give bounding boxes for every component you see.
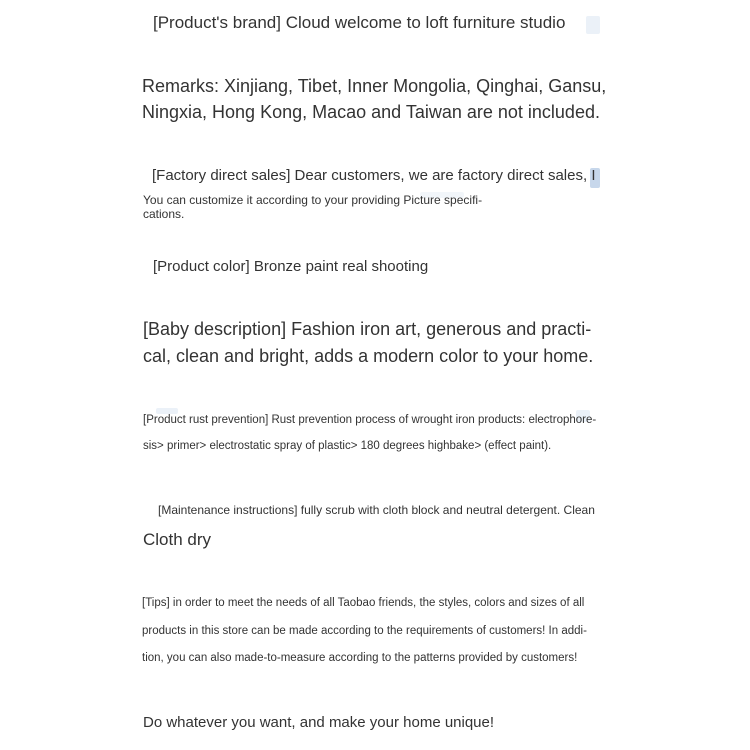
maintenance-line-1: [Maintenance instructions] fully scrub with cloth block and neutral detergent. Clean bbox=[158, 503, 595, 517]
scan-smudge bbox=[586, 16, 600, 34]
color-line: [Product color] Bronze paint real shooting bbox=[153, 258, 429, 275]
remarks-line-2: Ningxia, Hong Kong, Macao and Taiwan are not included. bbox=[142, 102, 600, 122]
baby-description-line-2: cal, clean and bright, adds a modern color to your home. bbox=[143, 346, 594, 366]
maintenance-line-2: Cloth dry bbox=[143, 530, 212, 549]
factory-line-3: cations. bbox=[143, 207, 185, 221]
tips-line-2: products in this store can be made according to the requirements of customers! In addi- bbox=[142, 625, 587, 637]
factory-line-1: [Factory direct sales] Dear customers, we are factory direct sales, I bbox=[152, 167, 596, 184]
rust-prevention-line-2: sis> primer> electrostatic spray of plastic> 180 degrees highbake> (effect paint). bbox=[143, 440, 552, 452]
tips-line-3: tion, you can also made-to-measure according to the patterns provided by customers! bbox=[142, 652, 578, 664]
brand-line: [Product's brand] Cloud welcome to loft furniture studio bbox=[153, 13, 566, 32]
factory-line-2: You can customize it according to your providing Picture specifi- bbox=[143, 193, 483, 207]
closing-line: Do whatever you want, and make your home unique! bbox=[143, 714, 495, 731]
baby-description-line-1: [Baby description] Fashion iron art, generous and practi- bbox=[143, 319, 592, 339]
rust-prevention-line-1: [Product rust prevention] Rust prevention process of wrought iron products: electrophore- bbox=[143, 414, 597, 426]
tips-line-1: [Tips] in order to meet the needs of all Taobao friends, the styles, colors and sizes of all bbox=[142, 597, 585, 609]
remarks-line-1: Remarks: Xinjiang, Tibet, Inner Mongolia, Qinghai, Gansu, bbox=[142, 76, 607, 96]
